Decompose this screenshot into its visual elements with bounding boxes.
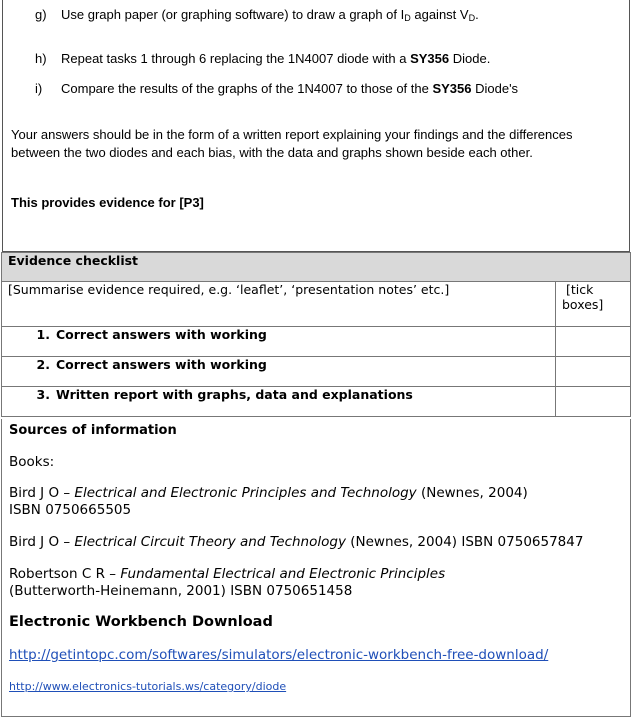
tick-boxes-header: [tick boxes] xyxy=(556,282,631,327)
checklist-row: 2. Correct answers with working xyxy=(2,357,631,387)
tick-box[interactable] xyxy=(556,327,631,357)
assignment-tasks-box xyxy=(2,0,630,252)
tick-box[interactable] xyxy=(556,387,631,417)
evidence-statement: This provides evidence for [P3] xyxy=(11,195,204,210)
book-bird-circuit-theory: Bird J O – Electrical Circuit Theory and Technology (Newnes, 2004) ISBN 0750657847 xyxy=(9,534,584,550)
link-electronics-tutorials[interactable]: http://www.electronics-tutorials.ws/category/diode xyxy=(9,680,287,693)
checklist-row: 1. Correct answers with working xyxy=(2,327,631,357)
book-robertson: Robertson C R – Fundamental Electrical and Electronic Principles (Butterworth-Heinemann, 2001) ISBN 0750651458 xyxy=(9,566,446,599)
tick-box[interactable] xyxy=(556,357,631,387)
checklist-row: 3. Written report with graphs, data and explanations xyxy=(2,387,631,417)
checklist-summary: [Summarise evidence required, e.g. ‘leaflet’, ‘presentation notes’ etc.] xyxy=(2,282,556,327)
task-i: i) Compare the results of the graphs of the 1N4007 to those of the SY356 Diode's xyxy=(35,81,519,96)
books-label: Books: xyxy=(9,454,55,470)
task-h: h) Repeat tasks 1 through 6 replacing the 1N4007 diode with a SY356 Diode. xyxy=(35,51,491,66)
sources-section xyxy=(1,419,631,717)
download-heading: Electronic Workbench Download xyxy=(9,614,273,630)
link-workbench-download[interactable]: http://getintopc.com/softwares/simulators/electronic-workbench-free-download/ xyxy=(9,647,549,663)
sources-title: Sources of information xyxy=(9,423,177,438)
book-bird-principles: Bird J O – Electrical and Electronic Principles and Technology (Newnes, 2004) ISBN 0750665505 xyxy=(9,485,528,518)
evidence-checklist-table xyxy=(1,252,631,417)
checklist-title: Evidence checklist xyxy=(2,253,631,282)
task-g: g) Use graph paper (or graphing software) to draw a graph of $I_D$ against $V_D$. xyxy=(35,7,479,23)
answers-paragraph: Your answers should be in the form of a written report explaining your findings and the differences between the two diodes and each bias, with the data and graphs shown beside each other. xyxy=(11,127,573,160)
